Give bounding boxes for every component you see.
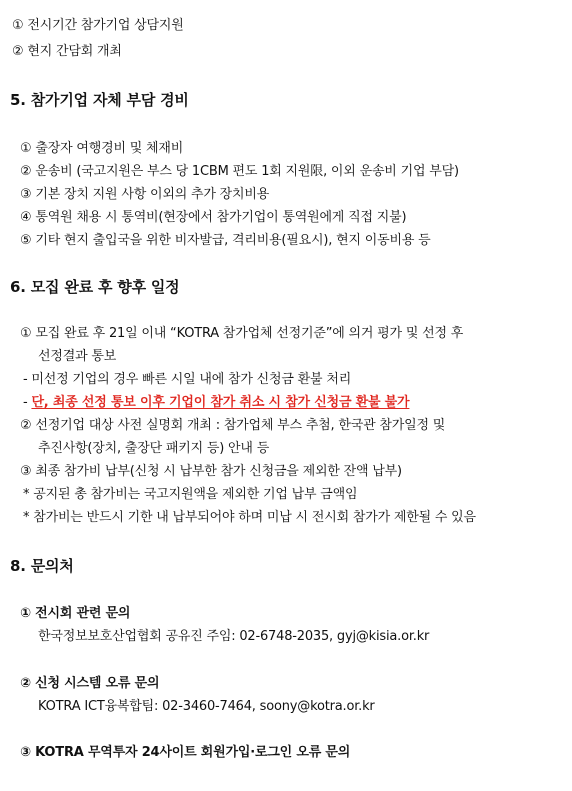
section-6-item-2: ② 선정기업 대상 사전 실명회 개최 : 참가업체 부스 추첨, 한국관 참가일정 및 [20, 418, 446, 433]
contact-1-detail: 한국정보보호산업협회 공유진 주임: 02-6748-2035, gyj@kisia.or.kr [38, 629, 430, 644]
section-6-note-cancel [23, 394, 409, 411]
contact-2-detail: KOTRA ICT융복합팀: 02-3460-7464, soony@kotra.or.kr [38, 699, 375, 714]
contact-2-heading: ② 신청 시스템 오류 문의 [20, 676, 160, 691]
intro-item-1: ① 전시기간 참가기업 상담지원 [12, 18, 184, 33]
intro-item-2: ② 현지 간담회 개최 [12, 44, 122, 59]
section-5-item-1: ① 출장자 여행경비 및 체재비 [20, 141, 184, 156]
section-6-item-1: ① 모집 완료 후 21일 이내 “KOTRA 참가업체 선정기준”에 의거 평가 및 선정 후 [20, 326, 464, 341]
section-5-item-2: ② 운송비 (국고지원은 부스 당 1CBM 편도 1회 지원限, 이외 운송비 기업 부담) [20, 164, 459, 179]
cancel-warning: 단, 최종 선정 통보 이후 기업이 참가 취소 시 참가 신청금 환불 불가 [31, 395, 410, 410]
section-8-title: 8. 문의처 [10, 557, 74, 575]
section-6-star-note-1: * 공지된 총 참가비는 국고지원액을 제외한 기업 납부 금액임 [23, 487, 358, 502]
section-6-title: 6. 모집 완료 후 향후 일정 [10, 278, 180, 296]
contact-1-heading: ① 전시회 관련 문의 [20, 606, 131, 621]
section-6-star-note-2: * 참가비는 반드시 기한 내 납부되어야 하며 미납 시 전시회 참가가 제한될 수 있음 [23, 510, 476, 525]
section-5-item-3: ③ 기본 장치 지원 사항 이외의 추가 장치비용 [20, 187, 270, 202]
section-6-item-3: ③ 최종 참가비 납부(신청 시 납부한 참가 신청금을 제외한 잔액 납부) [20, 464, 402, 479]
section-5-title: 5. 참가기업 자체 부담 경비 [10, 91, 189, 109]
contact-3-heading: ③ KOTRA 무역투자 24사이트 회원가입·로그인 오류 문의 [20, 745, 351, 760]
section-6-item-1-cont: 선정결과 통보 [38, 349, 117, 364]
note-dash: - [23, 395, 32, 410]
section-6-item-2-cont: 추진사항(장치, 출장단 패키지 등) 안내 등 [38, 441, 270, 456]
section-6-note-refund: - 미선정 기업의 경우 빠른 시일 내에 참가 신청금 환불 처리 [23, 372, 352, 387]
section-5-item-4: ④ 통역원 채용 시 통역비(현장에서 참가기업이 통역원에게 직접 지불) [20, 210, 407, 225]
section-5-item-5: ⑤ 기타 현지 출입국을 위한 비자발급, 격리비용(필요시), 현지 이동비용 등 [20, 233, 431, 248]
